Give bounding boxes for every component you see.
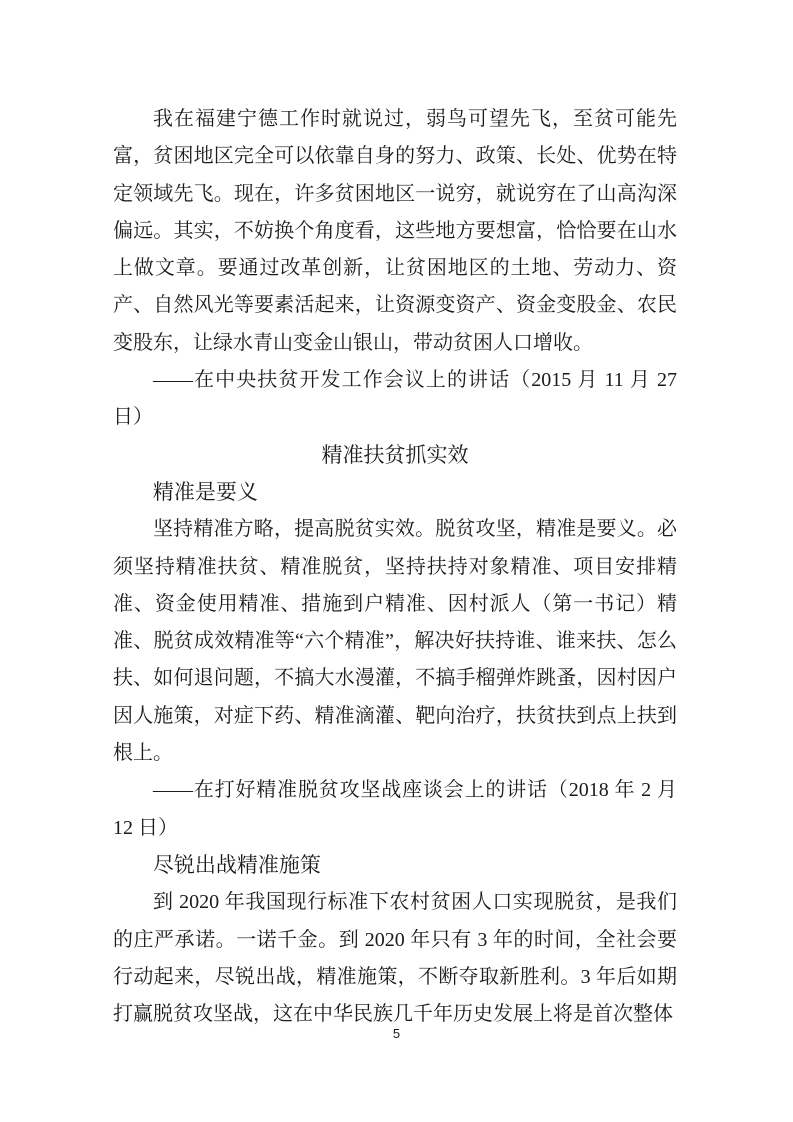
paragraph-quote-3: 到 2020 年我国现行标准下农村贫困人口实现脱贫，是我们的庄严承诺。一诺千金。到 2020 年只有 3 年的时间，全社会要行动起来，尽锐出战，精准施策，不断夺取新胜利。3 年后如期打赢脱贫攻坚战，这在中华民族几千年历史发展上将是首次整体 [113,891,677,1026]
section-title: 精准扶贫抓实效 [321,442,469,467]
citation-1: ——在中央扶贫开发工作会议上的讲话（2015 月 11 月 27 日） [113,369,677,429]
paragraph-quote-1: 我在福建宁德工作时就说过，弱鸟可望先飞，至贫可能先富，贫困地区完全可以依靠自身的努力、政策、长处、优势在特定领域先飞。现在，许多贫困地区一说穷，就说穷在了山高沟深偏远。其实，不妨换个角度看，这些地方要想富，恰恰要在山水上做文章。要通过改革创新，让贫困地区的土地、劳动力、资产、自然风光等要素活起来，让资源变资产、资金变股金、农民变股东，让绿水青山变金山银山，带动贫困人口增收。 [113,108,677,354]
citation-2: ——在打好精准脱贫攻坚战座谈会上的讲话（2018 年 2 月 12 日） [113,779,677,839]
subheading-1: 精准是要义 [152,479,258,504]
paragraph-quote-2: 坚持精准方略，提高脱贫实效。脱贫攻坚，精准是要义。必须坚持精准扶贫、精准脱贫，坚持扶持对象精准、项目安排精准、资金使用精准、措施到户精准、因村派人（第一书记）精准、脱贫成效精准等“六个精准”，解决好扶持谁、谁来扶、怎么扶、如何退问题，不搞大水漫灌，不搞手榴弹炸跳蚤，因村因户因人施策，对症下药、精准滴灌、靶向治疗，扶贫扶到点上扶到根上。 [113,518,677,765]
subheading-2: 尽锐出战精准施策 [152,852,321,877]
page-number: 5 [392,1026,401,1041]
document-body [113,101,677,1033]
